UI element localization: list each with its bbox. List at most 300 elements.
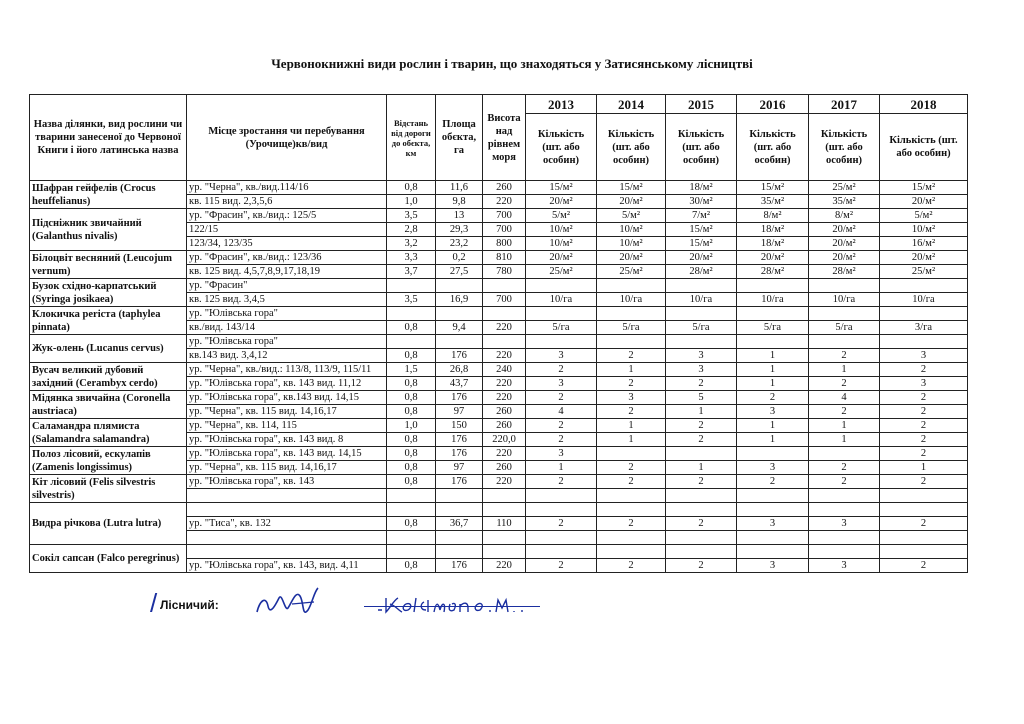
value-cell: 220 bbox=[483, 321, 526, 335]
forester-label: Лісничий: bbox=[160, 598, 219, 612]
value-cell: 220 bbox=[483, 475, 526, 489]
value-cell bbox=[880, 503, 968, 517]
value-cell: 1 bbox=[809, 363, 880, 377]
value-cell: 2 bbox=[526, 559, 597, 573]
value-cell bbox=[809, 307, 880, 321]
value-cell: 5/м² bbox=[597, 209, 666, 223]
value-cell bbox=[737, 545, 809, 559]
location-cell: 123/34, 123/35 bbox=[187, 237, 387, 251]
value-cell bbox=[737, 531, 809, 545]
value-cell: 2 bbox=[666, 377, 737, 391]
value-cell: 3,3 bbox=[387, 251, 436, 265]
value-cell: 0,8 bbox=[387, 475, 436, 489]
value-cell bbox=[597, 489, 666, 503]
value-cell bbox=[809, 503, 880, 517]
value-cell: 18/м² bbox=[737, 237, 809, 251]
value-cell: 700 bbox=[483, 293, 526, 307]
value-cell: 3 bbox=[737, 517, 809, 531]
value-cell: 20/м² bbox=[737, 251, 809, 265]
location-cell: кв./вид. 143/14 bbox=[187, 321, 387, 335]
handwritten-name bbox=[372, 588, 532, 622]
value-cell: 2 bbox=[809, 405, 880, 419]
header-distance: Відстань від дороги до обєкта, км bbox=[387, 95, 436, 181]
value-cell: 2 bbox=[526, 391, 597, 405]
value-cell bbox=[666, 503, 737, 517]
location-cell: ур. "Юлівська гора", кв. 143 вид. 8 bbox=[187, 433, 387, 447]
value-cell: 4 bbox=[809, 391, 880, 405]
value-cell bbox=[666, 531, 737, 545]
species-name: Підсніжник звичайний (Galanthus nivalis) bbox=[30, 209, 187, 251]
location-cell: ур. "Юлівська гора", кв. 143 вид. 11,12 bbox=[187, 377, 387, 391]
value-cell: 220 bbox=[483, 559, 526, 573]
value-cell: 176 bbox=[436, 447, 483, 461]
value-cell: 15/м² bbox=[526, 181, 597, 195]
value-cell: 3 bbox=[526, 447, 597, 461]
bracket-decoration: / bbox=[150, 588, 158, 618]
table-row bbox=[30, 335, 968, 349]
location-cell: кв. 125 вид. 3,4,5 bbox=[187, 293, 387, 307]
signature-scribble bbox=[252, 582, 322, 622]
location-cell: ур. "Фрасин", кв./вид.: 125/5 bbox=[187, 209, 387, 223]
value-cell bbox=[387, 503, 436, 517]
value-cell: 1,0 bbox=[387, 195, 436, 209]
value-cell: 176 bbox=[436, 391, 483, 405]
location-cell: ур. "Юлівська гора", кв. 143, вид. 4,11 bbox=[187, 559, 387, 573]
species-name: Жук-олень (Lucanus cervus) bbox=[30, 335, 187, 363]
header-year: 2017 bbox=[809, 95, 880, 114]
table-row bbox=[30, 475, 968, 489]
value-cell: 1,0 bbox=[387, 419, 436, 433]
table-row bbox=[30, 279, 968, 293]
value-cell: 7/м² bbox=[666, 209, 737, 223]
value-cell: 25/м² bbox=[880, 265, 968, 279]
value-cell: 9,8 bbox=[436, 195, 483, 209]
value-cell bbox=[880, 335, 968, 349]
value-cell bbox=[436, 335, 483, 349]
value-cell: 220 bbox=[483, 349, 526, 363]
value-cell: 1 bbox=[597, 433, 666, 447]
value-cell: 0,8 bbox=[387, 391, 436, 405]
value-cell: 1 bbox=[809, 419, 880, 433]
value-cell bbox=[880, 531, 968, 545]
value-cell: 18/м² bbox=[737, 223, 809, 237]
value-cell: 2 bbox=[597, 475, 666, 489]
table-row bbox=[30, 503, 968, 517]
header-area: Площа обєкта, га bbox=[436, 95, 483, 181]
value-cell: 2 bbox=[880, 391, 968, 405]
location-cell: кв. 115 вид. 2,3,5,6 bbox=[187, 195, 387, 209]
value-cell: 16,9 bbox=[436, 293, 483, 307]
value-cell bbox=[597, 531, 666, 545]
value-cell: 3 bbox=[737, 559, 809, 573]
value-cell: 800 bbox=[483, 237, 526, 251]
value-cell bbox=[526, 307, 597, 321]
value-cell bbox=[597, 335, 666, 349]
value-cell bbox=[483, 503, 526, 517]
value-cell: 3,2 bbox=[387, 237, 436, 251]
value-cell: 1 bbox=[666, 405, 737, 419]
value-cell: 10/м² bbox=[526, 237, 597, 251]
value-cell bbox=[483, 545, 526, 559]
value-cell: 1 bbox=[737, 419, 809, 433]
table-row bbox=[30, 391, 968, 405]
value-cell: 2 bbox=[880, 559, 968, 573]
value-cell bbox=[597, 503, 666, 517]
species-name: Саламандра плямиста (Salamandra salamandra) bbox=[30, 419, 187, 447]
value-cell: 15/м² bbox=[597, 181, 666, 195]
value-cell: 2 bbox=[809, 349, 880, 363]
value-cell: 20/м² bbox=[809, 223, 880, 237]
value-cell: 176 bbox=[436, 433, 483, 447]
location-cell: ур. "Юлівська гора", кв. 143 bbox=[187, 475, 387, 489]
table-row bbox=[30, 545, 968, 559]
value-cell bbox=[880, 279, 968, 293]
value-cell: 220 bbox=[483, 377, 526, 391]
value-cell: 2 bbox=[666, 433, 737, 447]
value-cell: 28/м² bbox=[737, 265, 809, 279]
location-cell: ур. "Юлівська гора", кв. 143 вид. 14,15 bbox=[187, 447, 387, 461]
value-cell: 5/га bbox=[597, 321, 666, 335]
value-cell bbox=[436, 503, 483, 517]
location-cell: ур. "Черна", кв./вид.: 113/8, 113/9, 115/11 bbox=[187, 363, 387, 377]
table-row bbox=[30, 307, 968, 321]
value-cell: 1 bbox=[597, 363, 666, 377]
species-name: Вусач великий дубовий західний (Cerambyx cerdo) bbox=[30, 363, 187, 391]
header-quantity: Кількість (шт. або особин) bbox=[597, 114, 666, 181]
table-row bbox=[30, 181, 968, 195]
value-cell bbox=[483, 489, 526, 503]
species-name: Мідянка звичайна (Coronella austriaca) bbox=[30, 391, 187, 419]
value-cell: 10/м² bbox=[526, 223, 597, 237]
value-cell bbox=[597, 279, 666, 293]
value-cell: 2 bbox=[597, 461, 666, 475]
table-row bbox=[30, 447, 968, 461]
table-row bbox=[30, 419, 968, 433]
value-cell: 0,8 bbox=[387, 559, 436, 573]
location-cell: ур. "Юлівська гора", кв.143 вид. 14,15 bbox=[187, 391, 387, 405]
header-quantity: Кількість (шт. або особин) bbox=[880, 114, 968, 181]
value-cell: 2 bbox=[880, 475, 968, 489]
value-cell bbox=[737, 447, 809, 461]
value-cell: 10/м² bbox=[597, 223, 666, 237]
value-cell bbox=[597, 307, 666, 321]
value-cell: 240 bbox=[483, 363, 526, 377]
value-cell: 2 bbox=[809, 475, 880, 489]
value-cell: 97 bbox=[436, 461, 483, 475]
value-cell: 2 bbox=[526, 363, 597, 377]
value-cell bbox=[483, 335, 526, 349]
value-cell bbox=[737, 307, 809, 321]
header-place: Місце зростання чи перебування (Урочище)кв/вид bbox=[187, 95, 387, 181]
species-name: Полоз лісовий, ескулапів (Zamenis longissimus) bbox=[30, 447, 187, 475]
value-cell: 5/га bbox=[809, 321, 880, 335]
value-cell: 1 bbox=[880, 461, 968, 475]
species-name: Кіт лісовий (Felis silvestris silvestris) bbox=[30, 475, 187, 503]
location-cell: ур. "Черна", кв./вид.114/16 bbox=[187, 181, 387, 195]
value-cell bbox=[809, 489, 880, 503]
value-cell: 220 bbox=[483, 195, 526, 209]
header-quantity: Кількість (шт. або особин) bbox=[809, 114, 880, 181]
value-cell: 2 bbox=[526, 433, 597, 447]
value-cell: 2 bbox=[597, 405, 666, 419]
value-cell: 2 bbox=[737, 391, 809, 405]
value-cell: 1 bbox=[526, 461, 597, 475]
value-cell: 20/м² bbox=[597, 251, 666, 265]
value-cell bbox=[526, 545, 597, 559]
value-cell: 8/м² bbox=[737, 209, 809, 223]
value-cell: 10/га bbox=[666, 293, 737, 307]
value-cell: 810 bbox=[483, 251, 526, 265]
value-cell: 3 bbox=[526, 349, 597, 363]
value-cell: 10/га bbox=[526, 293, 597, 307]
value-cell bbox=[666, 335, 737, 349]
value-cell bbox=[526, 503, 597, 517]
value-cell: 2 bbox=[666, 419, 737, 433]
value-cell: 20/м² bbox=[809, 237, 880, 251]
value-cell: 43,7 bbox=[436, 377, 483, 391]
value-cell bbox=[387, 279, 436, 293]
value-cell: 2 bbox=[666, 475, 737, 489]
value-cell: 2 bbox=[809, 377, 880, 391]
value-cell: 2 bbox=[526, 419, 597, 433]
species-name: Видра річкова (Lutra lutra) bbox=[30, 503, 187, 545]
value-cell bbox=[809, 279, 880, 293]
value-cell: 36,7 bbox=[436, 517, 483, 531]
value-cell: 2,8 bbox=[387, 223, 436, 237]
value-cell: 10/м² bbox=[597, 237, 666, 251]
value-cell: 220 bbox=[483, 447, 526, 461]
value-cell: 9,4 bbox=[436, 321, 483, 335]
value-cell: 3 bbox=[809, 517, 880, 531]
value-cell: 4 bbox=[526, 405, 597, 419]
value-cell: 110 bbox=[483, 517, 526, 531]
value-cell: 1,5 bbox=[387, 363, 436, 377]
species-name: Бузок східно-карпатський (Syringa josikaea) bbox=[30, 279, 187, 307]
value-cell: 20/м² bbox=[809, 251, 880, 265]
value-cell: 1 bbox=[737, 363, 809, 377]
value-cell: 2 bbox=[737, 475, 809, 489]
location-cell: ур. "Фрасин", кв./вид.: 123/36 bbox=[187, 251, 387, 265]
header-year: 2014 bbox=[597, 95, 666, 114]
value-cell: 176 bbox=[436, 349, 483, 363]
location-cell: 122/15 bbox=[187, 223, 387, 237]
species-name: Клокичка periста (taphylea pinnata) bbox=[30, 307, 187, 335]
value-cell bbox=[436, 545, 483, 559]
value-cell: 15/м² bbox=[880, 181, 968, 195]
header-year: 2016 bbox=[737, 95, 809, 114]
header-quantity: Кількість (шт. або особин) bbox=[666, 114, 737, 181]
value-cell: 1 bbox=[809, 433, 880, 447]
value-cell: 5/га bbox=[666, 321, 737, 335]
value-cell: 1 bbox=[666, 461, 737, 475]
value-cell: 26,8 bbox=[436, 363, 483, 377]
value-cell bbox=[880, 545, 968, 559]
value-cell: 15/м² bbox=[666, 223, 737, 237]
location-cell bbox=[187, 545, 387, 559]
value-cell bbox=[526, 531, 597, 545]
value-cell bbox=[809, 335, 880, 349]
value-cell: 150 bbox=[436, 419, 483, 433]
value-cell: 3 bbox=[809, 559, 880, 573]
location-cell: кв. 125 вид. 4,5,7,8,9,17,18,19 bbox=[187, 265, 387, 279]
value-cell: 1 bbox=[737, 349, 809, 363]
value-cell bbox=[436, 489, 483, 503]
value-cell: 260 bbox=[483, 461, 526, 475]
value-cell: 3 bbox=[737, 461, 809, 475]
table-row bbox=[30, 363, 968, 377]
value-cell: 3,5 bbox=[387, 293, 436, 307]
value-cell: 10/га bbox=[880, 293, 968, 307]
value-cell: 2 bbox=[597, 377, 666, 391]
signature-block bbox=[150, 586, 670, 622]
value-cell: 2 bbox=[880, 405, 968, 419]
value-cell: 0,8 bbox=[387, 517, 436, 531]
value-cell: 260 bbox=[483, 405, 526, 419]
location-cell: ур. "Тиса", кв. 132 bbox=[187, 517, 387, 531]
value-cell bbox=[880, 307, 968, 321]
value-cell: 260 bbox=[483, 419, 526, 433]
value-cell bbox=[737, 279, 809, 293]
value-cell: 0,8 bbox=[387, 433, 436, 447]
value-cell: 5 bbox=[666, 391, 737, 405]
value-cell bbox=[526, 335, 597, 349]
value-cell: 25/м² bbox=[526, 265, 597, 279]
document-title: Червонокнижні види рослин і тварин, що знаходяться у Затисянському лісництві bbox=[271, 56, 753, 71]
value-cell: 3/га bbox=[880, 321, 968, 335]
value-cell: 13 bbox=[436, 209, 483, 223]
value-cell: 0,8 bbox=[387, 447, 436, 461]
value-cell: 15/м² bbox=[737, 181, 809, 195]
value-cell bbox=[387, 545, 436, 559]
value-cell: 1 bbox=[597, 419, 666, 433]
value-cell: 20/м² bbox=[880, 195, 968, 209]
value-cell: 20/м² bbox=[666, 251, 737, 265]
value-cell: 35/м² bbox=[737, 195, 809, 209]
value-cell bbox=[666, 447, 737, 461]
value-cell bbox=[387, 335, 436, 349]
location-cell bbox=[187, 503, 387, 517]
species-table-body bbox=[30, 181, 968, 573]
value-cell: 3 bbox=[526, 377, 597, 391]
location-cell bbox=[187, 531, 387, 545]
value-cell: 0,2 bbox=[436, 251, 483, 265]
value-cell: 35/м² bbox=[809, 195, 880, 209]
value-cell bbox=[436, 279, 483, 293]
value-cell bbox=[526, 279, 597, 293]
value-cell: 5/га bbox=[526, 321, 597, 335]
table-row bbox=[30, 251, 968, 265]
value-cell bbox=[597, 447, 666, 461]
species-table bbox=[29, 94, 968, 573]
value-cell: 5/м² bbox=[526, 209, 597, 223]
value-cell: 29,3 bbox=[436, 223, 483, 237]
value-cell: 2 bbox=[880, 447, 968, 461]
value-cell: 28/м² bbox=[809, 265, 880, 279]
value-cell: 220 bbox=[483, 391, 526, 405]
value-cell: 5/м² bbox=[880, 209, 968, 223]
value-cell bbox=[387, 489, 436, 503]
value-cell bbox=[483, 279, 526, 293]
value-cell: 10/га bbox=[809, 293, 880, 307]
value-cell: 97 bbox=[436, 405, 483, 419]
value-cell: 2 bbox=[880, 517, 968, 531]
value-cell: 1 bbox=[737, 433, 809, 447]
location-cell: кв.143 вид. 3,4,12 bbox=[187, 349, 387, 363]
value-cell: 2 bbox=[666, 559, 737, 573]
species-name: Шафран гейфелів (Crocus heuffelianus) bbox=[30, 181, 187, 209]
location-cell: ур. "Юлівська гора" bbox=[187, 335, 387, 349]
value-cell: 18/м² bbox=[666, 181, 737, 195]
value-cell: 27,5 bbox=[436, 265, 483, 279]
value-cell: 10/м² bbox=[880, 223, 968, 237]
value-cell bbox=[737, 335, 809, 349]
value-cell: 3,5 bbox=[387, 209, 436, 223]
value-cell: 1 bbox=[737, 377, 809, 391]
value-cell bbox=[597, 545, 666, 559]
value-cell: 2 bbox=[597, 559, 666, 573]
location-cell: ур. "Юлівська гора" bbox=[187, 307, 387, 321]
value-cell: 8/м² bbox=[809, 209, 880, 223]
value-cell bbox=[880, 489, 968, 503]
value-cell: 2 bbox=[597, 517, 666, 531]
location-cell: ур. "Черна", кв. 115 вид. 14,16,17 bbox=[187, 461, 387, 475]
value-cell: 5/га bbox=[737, 321, 809, 335]
value-cell bbox=[737, 503, 809, 517]
species-name: Білоцвіт весняний (Leucojum vernum) bbox=[30, 251, 187, 279]
value-cell bbox=[666, 545, 737, 559]
header-quantity: Кількість (шт. або особин) bbox=[737, 114, 809, 181]
value-cell: 0,8 bbox=[387, 377, 436, 391]
value-cell: 10/га bbox=[597, 293, 666, 307]
value-cell: 176 bbox=[436, 559, 483, 573]
header-year: 2018 bbox=[880, 95, 968, 114]
value-cell: 25/м² bbox=[597, 265, 666, 279]
value-cell: 2 bbox=[809, 461, 880, 475]
value-cell: 2 bbox=[880, 419, 968, 433]
location-cell: ур. "Черна", кв. 115 вид. 14,16,17 bbox=[187, 405, 387, 419]
value-cell: 2 bbox=[526, 517, 597, 531]
value-cell: 20/м² bbox=[880, 251, 968, 265]
header-year: 2013 bbox=[526, 95, 597, 114]
value-cell: 30/м² bbox=[666, 195, 737, 209]
value-cell: 3 bbox=[880, 377, 968, 391]
value-cell: 2 bbox=[880, 433, 968, 447]
value-cell: 25/м² bbox=[809, 181, 880, 195]
value-cell: 3 bbox=[880, 349, 968, 363]
value-cell bbox=[809, 531, 880, 545]
value-cell: 20/м² bbox=[597, 195, 666, 209]
value-cell bbox=[387, 307, 436, 321]
value-cell bbox=[436, 531, 483, 545]
value-cell: 3 bbox=[737, 405, 809, 419]
value-cell bbox=[809, 447, 880, 461]
value-cell: 3 bbox=[666, 363, 737, 377]
value-cell: 0,8 bbox=[387, 321, 436, 335]
value-cell bbox=[666, 489, 737, 503]
value-cell: 20/м² bbox=[526, 251, 597, 265]
value-cell: 20/м² bbox=[526, 195, 597, 209]
value-cell: 2 bbox=[597, 349, 666, 363]
value-cell: 11,6 bbox=[436, 181, 483, 195]
header-year: 2015 bbox=[666, 95, 737, 114]
value-cell: 3 bbox=[666, 349, 737, 363]
value-cell: 2 bbox=[526, 475, 597, 489]
value-cell bbox=[809, 545, 880, 559]
value-cell: 0,8 bbox=[387, 405, 436, 419]
header-name: Назва ділянки, вид рослини чи тварини занесеної до Червоної Книги і його латинська назва bbox=[30, 95, 187, 181]
value-cell: 260 bbox=[483, 181, 526, 195]
location-cell: ур. "Черна", кв. 114, 115 bbox=[187, 419, 387, 433]
